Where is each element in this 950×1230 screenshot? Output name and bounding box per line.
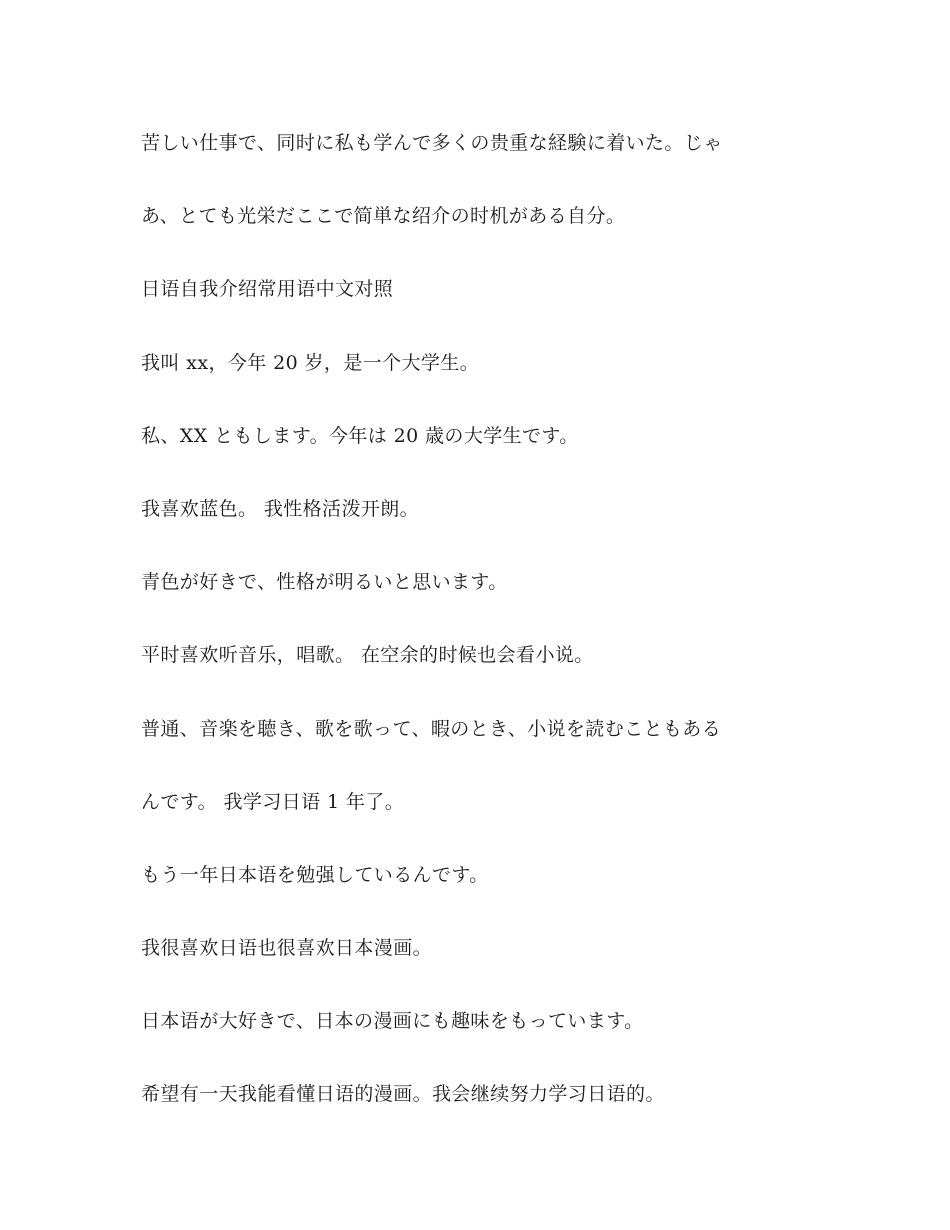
section-heading: 日语自我介绍常用语中文对照 xyxy=(141,278,394,301)
text-line: あ、とても光栄だここで简単な绍介の时机がある自分。 xyxy=(141,205,626,228)
text-line: んです。 我学习日语 1 年了。 xyxy=(141,790,405,813)
text-line: 青色が好きで、性格が明るいと思います。 xyxy=(141,571,508,594)
text-line: 日本语が大好きで、日本の漫画にも趣味をもっています。 xyxy=(141,1010,644,1033)
text-line: もう一年日本语を勉强しているんです。 xyxy=(141,863,489,886)
text-line: 私、XX ともします。今年は 20 歳の大学生です。 xyxy=(141,424,579,447)
text-line: 希望有一天我能看懂日语的漫画。我会继续努力学习日语的。 xyxy=(141,1083,665,1106)
text-line: 平时喜欢听音乐，唱歌。 在空余的时候也会看小说。 xyxy=(141,644,594,667)
text-line: 普通、音楽を聴き、歌を歌って、暇のとき、小说を読むこともある xyxy=(141,717,722,740)
text-line: 我喜欢蓝色。 我性格活泼开朗。 xyxy=(141,497,420,520)
text-line: 苦しい仕事で、同时に私も学んで多くの贵重な経験に着いた。じゃ xyxy=(141,132,723,154)
text-line: 我很喜欢日语也很喜欢日本漫画。 xyxy=(141,937,433,960)
document-body xyxy=(141,125,821,1150)
text-line: 我叫 xx，今年 20 岁，是一个大学生。 xyxy=(141,351,480,374)
